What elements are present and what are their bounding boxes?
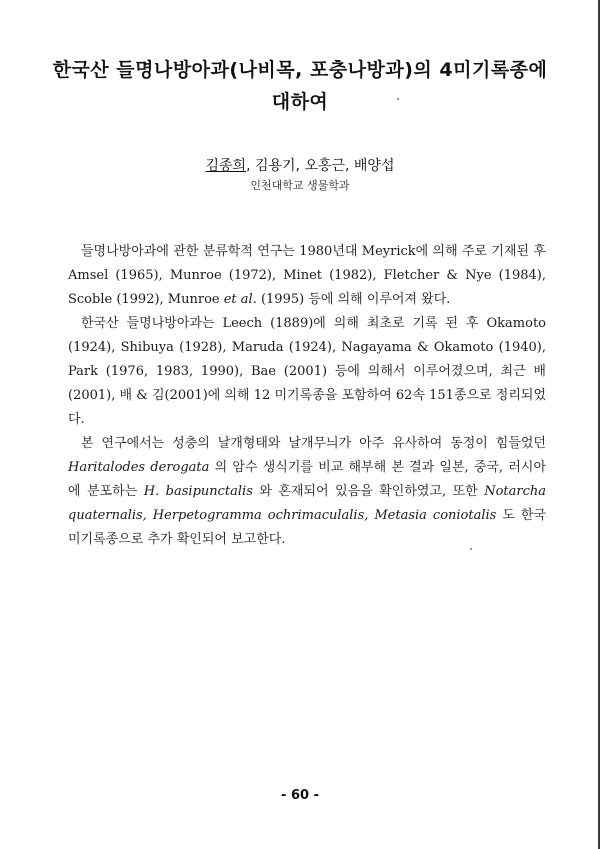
et-al-italic: et al. xyxy=(223,292,257,307)
scan-speck xyxy=(397,98,399,100)
title-line-1: 한국산 들명나방아과(나비목, 포충나방과)의 4미기록종에 xyxy=(52,59,548,81)
paragraph-1-text: 들명나방아과에 관한 분류학적 연구는 1980년대 Meyrick에 의해 주로 기재된 후 Amsel (1965), Munroe (1972), Minet (1982), Fletcher & Nye (1984), Scoble (1992), Munroe xyxy=(68,244,546,307)
paper-title xyxy=(40,54,560,118)
first-author: 김종희 xyxy=(205,158,247,174)
paragraph-2: 한국산 들명나방아과는 Leech (1889)에 의해 최초로 기록 된 후 Okamoto (1924), Shibuya (1928), Maruda (1924), Nagayama & Okamoto (1940), Park (1976, 1983, 1990), Bae (2001) 등에 의해서 이루어졌으며, 최근 배(2001), 배 & 김(2001)에 의해 12 미기록종을 포함하여 62속 151종으로 정리되었다. xyxy=(68,316,546,427)
species-name-2: H. basipunctalis xyxy=(143,484,253,499)
author-separator: , xyxy=(246,158,255,174)
paragraph-3 xyxy=(68,432,546,552)
paragraph-3-text-b: 의 암수 생식기를 비교 해부해 본 결과 일본, 중국, 러시아에 분포하는 xyxy=(68,460,546,499)
co-authors: 김용기, 오홍근, 배양섭 xyxy=(254,158,395,174)
scan-speck xyxy=(470,548,472,550)
affiliation: 인천대학교 생물학과 xyxy=(250,179,350,192)
species-name-1: Haritalodes derogata xyxy=(68,460,210,475)
title-line-2: 대하여 xyxy=(271,91,329,113)
page-number: - 60 - xyxy=(281,788,319,803)
paragraph-1-end: (1995) 등에 의해 이루어져 왔다. xyxy=(256,292,451,307)
abstract-body xyxy=(68,240,546,552)
paragraph-3-text-d: 도 한국 미기록종으로 추가 확인되어 보고한다. xyxy=(68,508,546,547)
author-list xyxy=(40,157,560,175)
paragraph-1 xyxy=(68,240,546,312)
paragraph-3-text-c: 와 혼재되어 있음을 확인하였고, 또한 xyxy=(252,484,485,499)
paragraph-3-text-a: 본 연구에서는 성충의 날개형태와 날개무늬가 아주 유사하여 동정이 힘들었던 xyxy=(81,436,546,451)
species-name-3: Notarcha quaternalis, Herpetogramma ochrimaculalis, Metasia coniotalis xyxy=(68,484,547,523)
